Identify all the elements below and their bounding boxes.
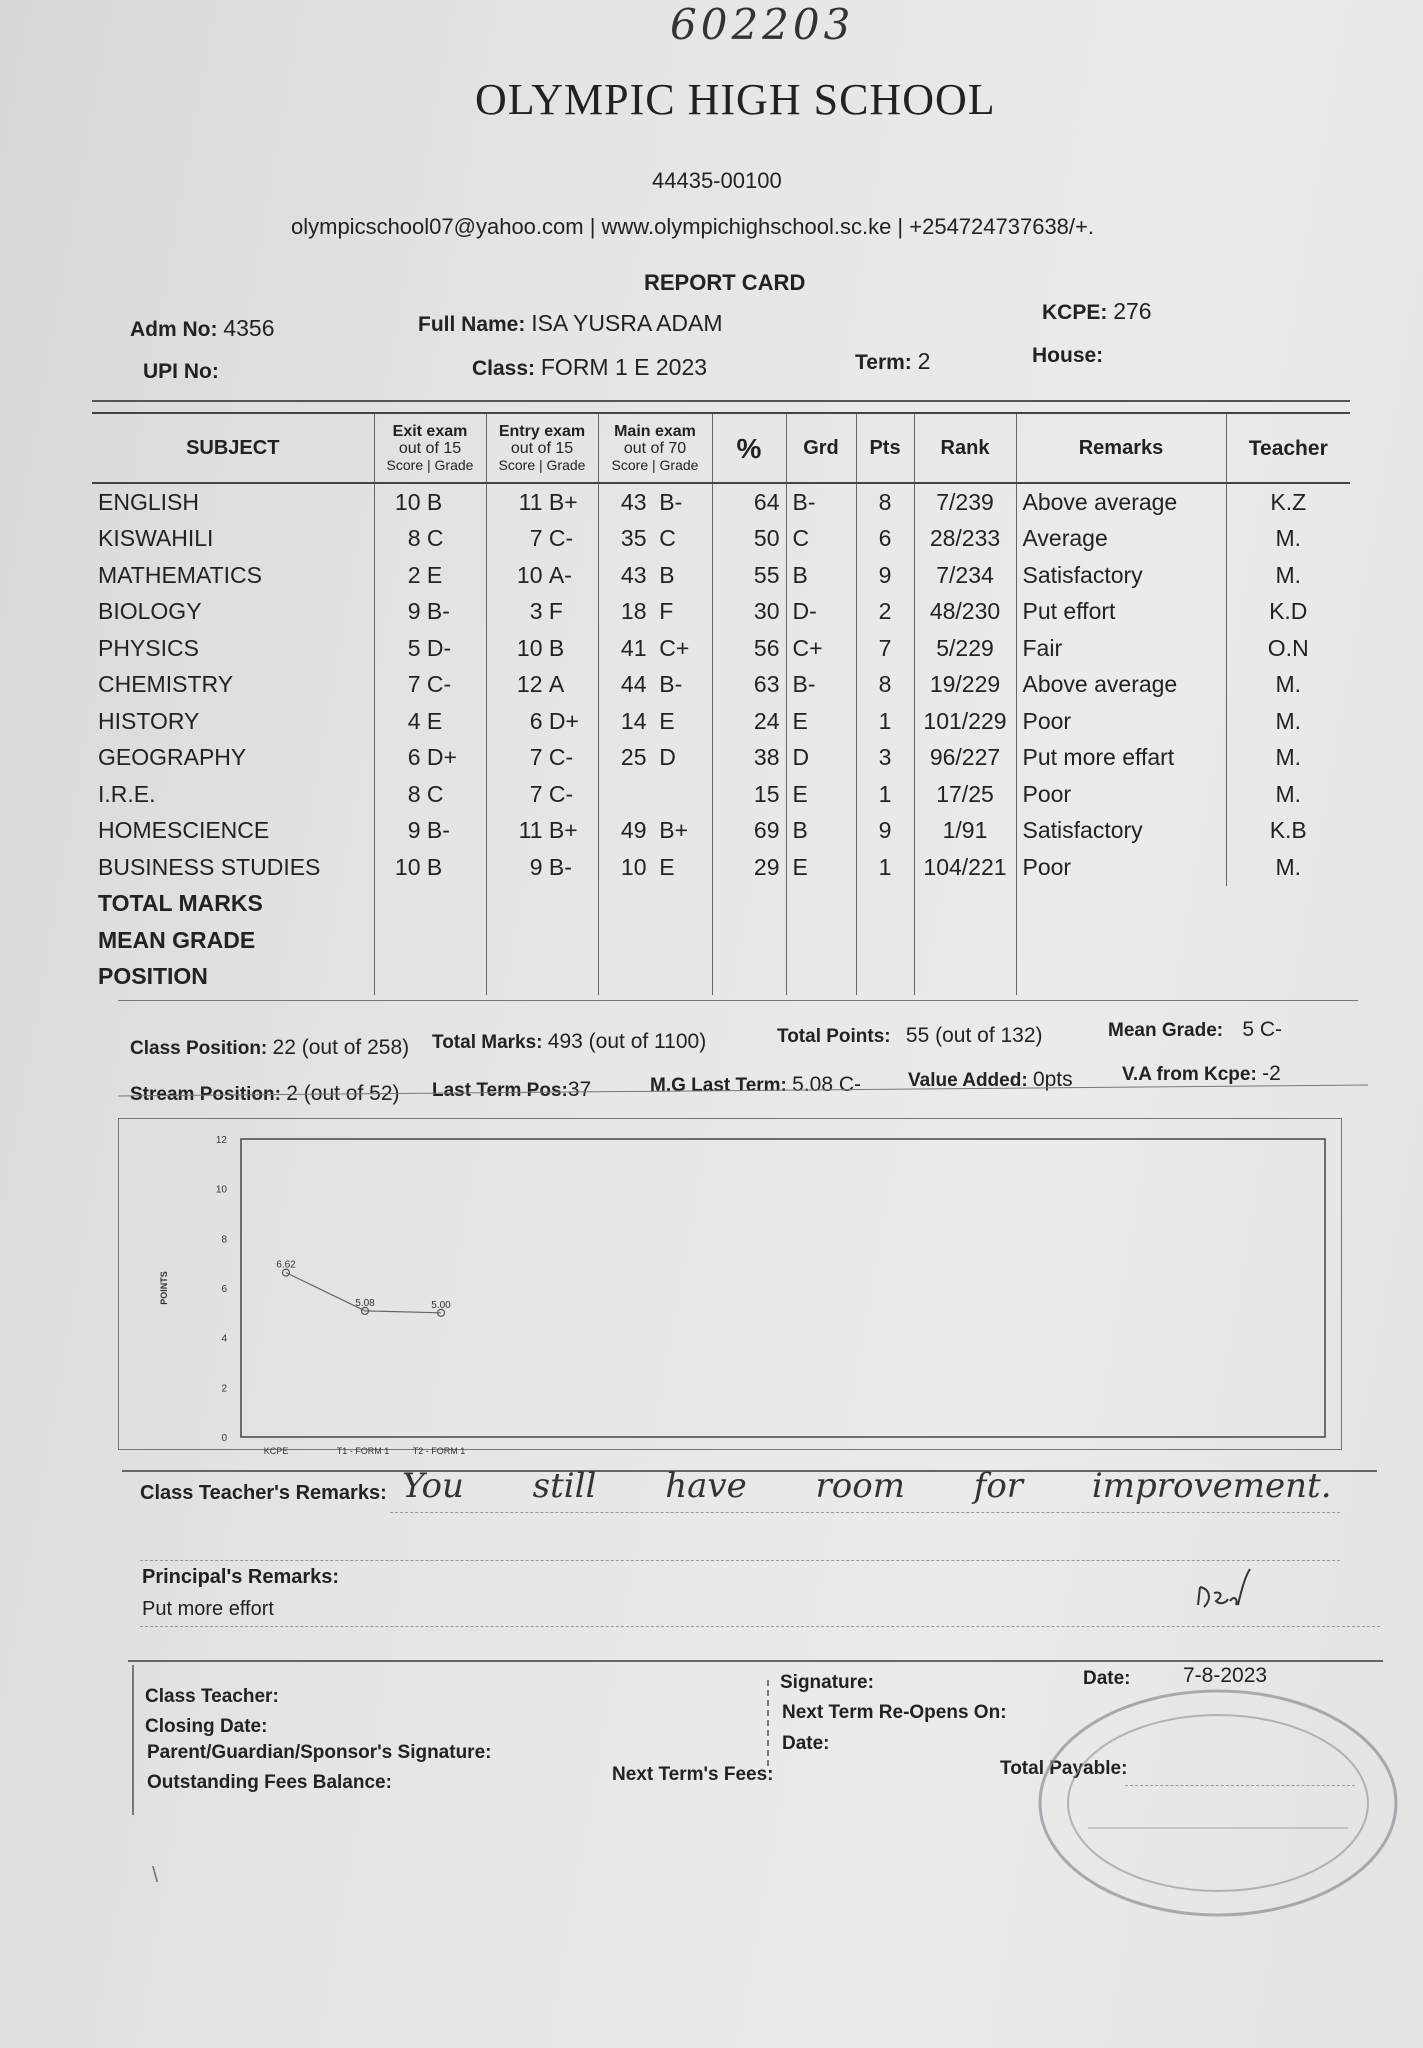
y-axis-label: POINTS — [159, 1271, 169, 1305]
mg-last-term: M.G Last Term: 5.08 C- — [650, 1073, 862, 1096]
value-added: Value Added: 0pts — [908, 1068, 1073, 1091]
table-row — [92, 521, 1350, 558]
totals-cell — [914, 886, 1016, 923]
rank-cell: 96/227 — [914, 740, 1016, 777]
entry-exam-cell: 6 D+ — [486, 703, 598, 740]
totals-cell — [374, 922, 486, 959]
kcpe: KCPE: 276 — [1042, 298, 1152, 324]
data-label: 5.08 — [355, 1297, 375, 1309]
y-tick-label: 2 — [221, 1383, 227, 1395]
grade-cell: C+ — [786, 630, 856, 667]
stream-position: Stream Position: 2 (out of 52) — [130, 1082, 400, 1105]
date-value: 7-8-2023 — [1183, 1664, 1268, 1687]
date2-label: Date: — [782, 1733, 830, 1754]
y-tick-label: 6 — [221, 1284, 227, 1295]
subject-cell: GEOGRAPHY — [92, 740, 374, 777]
percent-cell: 64 — [712, 483, 786, 521]
header-percent: % — [712, 413, 786, 483]
subject-cell: I.R.E. — [92, 776, 374, 813]
plot-area — [241, 1139, 1325, 1437]
teacher-cell: M. — [1275, 671, 1302, 698]
table-row — [92, 630, 1350, 667]
grade-cell: E — [786, 703, 856, 740]
main-exam-cell: 44 B- — [598, 667, 712, 704]
rank-cell: 1/91 — [914, 813, 1016, 850]
class-teacher-label: Class Teacher: — [145, 1686, 279, 1707]
header-teacher: Teacher — [1226, 413, 1350, 483]
header-entry-exam: Entry exam out of 15 Score | Grade — [486, 413, 598, 483]
exit-exam-cell: 8 C — [374, 776, 486, 813]
exit-exam-cell: 2 E — [374, 557, 486, 594]
header-points: Pts — [856, 413, 914, 483]
header-rank: Rank — [914, 413, 1016, 483]
table-row — [92, 813, 1350, 850]
x-tick-label: KCPE — [263, 1446, 289, 1456]
main-exam-cell: 49 B+ — [598, 813, 712, 850]
totals-cell — [374, 959, 486, 996]
table-row — [92, 703, 1350, 740]
next-term-fees-label: Next Term's Fees: — [612, 1764, 774, 1785]
totals-cell — [486, 886, 598, 923]
school-stamp — [1028, 1678, 1408, 1928]
teacher-cell: M. — [1275, 780, 1302, 807]
points-cell: 8 — [856, 483, 914, 521]
y-tick-label: 8 — [221, 1234, 227, 1246]
percent-cell: 56 — [712, 630, 786, 667]
exit-exam-cell: 6 D+ — [374, 740, 486, 777]
y-tick-label: 0 — [221, 1433, 227, 1444]
exit-exam-cell: 7 C- — [374, 667, 486, 704]
principal-remarks-label: Principal's Remarks: — [142, 1566, 340, 1588]
totals-cell — [598, 959, 712, 996]
report-card-title: REPORT CARD — [644, 270, 806, 295]
adm-no: Adm No: 4356 — [130, 315, 275, 341]
school-name: OLYMPIC HIGH SCHOOL — [475, 75, 996, 124]
header-remarks: Remarks — [1016, 413, 1226, 483]
grade-cell: B — [786, 813, 856, 850]
points-cell: 1 — [856, 849, 914, 886]
percent-cell: 24 — [712, 703, 786, 740]
term: Term: 2 — [855, 348, 931, 374]
y-tick-label: 10 — [215, 1184, 227, 1196]
points-chart-frame — [118, 1118, 1342, 1456]
class-position: Class Position: 22 (out of 258) — [130, 1036, 410, 1059]
totals-cell — [1016, 959, 1226, 996]
table-row — [92, 849, 1350, 886]
rank-cell: 5/229 — [914, 630, 1016, 667]
entry-exam-cell: 7 C- — [486, 521, 598, 558]
totals-cell — [1226, 922, 1350, 959]
grade-cell: D- — [786, 594, 856, 631]
remarks-line — [390, 1512, 1340, 1513]
points-chart — [119, 1119, 1341, 1456]
remarks-cell: Satisfactory — [1016, 813, 1226, 850]
exit-exam-cell: 4 E — [374, 703, 486, 740]
percent-cell: 15 — [712, 776, 786, 813]
subject-cell: HISTORY — [92, 703, 374, 740]
data-label: 5.00 — [431, 1299, 451, 1311]
main-exam-cell: 10 E — [598, 849, 712, 886]
remarks-cell: Fair — [1016, 630, 1226, 667]
entry-exam-cell: 11 B+ — [486, 483, 598, 521]
entry-exam-cell: 12 A — [486, 667, 598, 704]
subject-cell: BUSINESS STUDIES — [92, 849, 374, 886]
main-exam-cell: 25 D — [598, 740, 712, 777]
entry-exam-cell: 10 A- — [486, 557, 598, 594]
remarks-cell: Satisfactory — [1016, 557, 1226, 594]
points-cell: 9 — [856, 813, 914, 850]
subject-cell: PHYSICS — [92, 630, 374, 667]
teacher-cell: K.D — [1269, 598, 1308, 625]
entry-exam-cell: 3 F — [486, 594, 598, 631]
totals-cell — [856, 886, 914, 923]
percent-cell: 38 — [712, 740, 786, 777]
totals-row — [92, 886, 1350, 923]
va-from-kcpe: V.A from Kcpe: -2 — [1122, 1062, 1281, 1085]
totals-cell — [786, 959, 856, 996]
entry-exam-cell: 7 C- — [486, 776, 598, 813]
table-row — [92, 740, 1350, 777]
remarks-cell: Put effort — [1016, 594, 1226, 631]
totals-cell — [786, 922, 856, 959]
totals-label: MEAN GRADE — [92, 922, 374, 959]
percent-cell: 63 — [712, 667, 786, 704]
rank-cell: 17/25 — [914, 776, 1016, 813]
grade-cell: B — [786, 557, 856, 594]
grade-cell: C — [786, 521, 856, 558]
school-address: 44435-00100 — [652, 168, 782, 193]
totals-cell — [914, 922, 1016, 959]
grade-cell: D — [786, 740, 856, 777]
main-exam-cell: 14 E — [598, 703, 712, 740]
totals-cell — [856, 959, 914, 996]
table-row — [92, 483, 1350, 521]
points-cell: 7 — [856, 630, 914, 667]
teacher-cell: M. — [1275, 744, 1302, 771]
totals-cell — [914, 959, 1016, 996]
teacher-cell: O.N — [1267, 634, 1309, 661]
rank-cell: 7/239 — [914, 483, 1016, 521]
table-row — [92, 594, 1350, 631]
entry-exam-cell: 10 B — [486, 630, 598, 667]
reopens-label: Next Term Re-Opens On: — [782, 1702, 1007, 1723]
total-payable-label: Total Payable: — [1000, 1758, 1128, 1779]
totals-cell — [856, 922, 914, 959]
entry-exam-cell: 11 B+ — [486, 813, 598, 850]
remarks-cell: Put more effart — [1016, 740, 1226, 777]
remarks-cell: Above average — [1016, 483, 1226, 521]
main-exam-cell: 18 F — [598, 594, 712, 631]
points-cell: 6 — [856, 521, 914, 558]
percent-cell: 29 — [712, 849, 786, 886]
totals-cell — [486, 959, 598, 996]
entry-exam-cell: 7 C- — [486, 740, 598, 777]
points-cell: 1 — [856, 776, 914, 813]
teacher-cell: K.Z — [1270, 488, 1307, 515]
table-row — [92, 667, 1350, 704]
stray-mark: \ — [152, 1862, 159, 1887]
footer-left-rule — [132, 1665, 134, 1815]
points-cell: 8 — [856, 667, 914, 704]
teacher-cell: M. — [1275, 561, 1302, 588]
handwritten-serial: 602203 — [670, 0, 855, 49]
signature-label: Signature: — [780, 1672, 874, 1693]
subject-cell: HOMESCIENCE — [92, 813, 374, 850]
grade-cell: E — [786, 776, 856, 813]
subject-cell: ENGLISH — [92, 483, 374, 521]
totals-row — [92, 959, 1350, 996]
grade-cell: B- — [786, 483, 856, 521]
remarks-cell: Poor — [1016, 849, 1226, 886]
totals-cell — [712, 922, 786, 959]
remarks-cell: Poor — [1016, 776, 1226, 813]
percent-cell: 30 — [712, 594, 786, 631]
subject-cell: CHEMISTRY — [92, 667, 374, 704]
marks-table — [92, 412, 1350, 995]
footer-top-rule — [128, 1660, 1383, 1662]
totals-cell — [1016, 922, 1226, 959]
principal-signature — [1190, 1565, 1260, 1625]
percent-cell: 69 — [712, 813, 786, 850]
totals-cell — [712, 886, 786, 923]
points-cell: 1 — [856, 703, 914, 740]
rank-cell: 19/229 — [914, 667, 1016, 704]
summary-top-rule — [118, 1000, 1358, 1001]
totals-cell — [1226, 886, 1350, 923]
teacher-cell: M. — [1275, 707, 1302, 734]
points-cell: 9 — [856, 557, 914, 594]
total-marks: Total Marks: 493 (out of 1100) — [432, 1030, 707, 1053]
subject-cell: KISWAHILI — [92, 521, 374, 558]
exit-exam-cell: 10 B — [374, 483, 486, 521]
teacher-cell: K.B — [1269, 817, 1307, 844]
table-row — [92, 557, 1350, 594]
exit-exam-cell: 9 B- — [374, 813, 486, 850]
rank-cell: 28/233 — [914, 521, 1016, 558]
class: Class: FORM 1 E 2023 — [472, 354, 708, 380]
x-tick-label: T2 - FORM 1 — [412, 1446, 466, 1456]
remarks-cell: Average — [1016, 521, 1226, 558]
percent-cell: 55 — [712, 557, 786, 594]
totals-cell — [1226, 959, 1350, 996]
exit-exam-cell: 9 B- — [374, 594, 486, 631]
remarks-line-2 — [140, 1560, 1340, 1561]
last-term-position: Last Term Pos:37 — [432, 1078, 592, 1101]
principal-remarks: Put more effort — [142, 1598, 274, 1620]
totals-label: POSITION — [92, 959, 374, 996]
main-exam-cell: 43 B — [598, 557, 712, 594]
data-label: 6.62 — [276, 1259, 296, 1271]
totals-cell — [486, 922, 598, 959]
rank-cell: 101/229 — [914, 703, 1016, 740]
totals-cell — [712, 959, 786, 996]
main-exam-cell: 41 C+ — [598, 630, 712, 667]
points-cell: 3 — [856, 740, 914, 777]
remarks-cell: Above average — [1016, 667, 1226, 704]
mean-grade: Mean Grade: 5 C- — [1108, 1018, 1283, 1041]
exit-exam-cell: 8 C — [374, 521, 486, 558]
percent-cell: 50 — [712, 521, 786, 558]
subject-cell: MATHEMATICS — [92, 557, 374, 594]
main-exam-cell: 43 B- — [598, 483, 712, 521]
y-tick-label: 12 — [215, 1135, 227, 1146]
main-exam-cell — [598, 776, 712, 813]
date-label: Date: — [1083, 1668, 1131, 1689]
header-subject: SUBJECT — [92, 413, 374, 483]
main-exam-cell: 35 C — [598, 521, 712, 558]
remarks-cell: Poor — [1016, 703, 1226, 740]
y-tick-label: 4 — [221, 1333, 227, 1345]
class-teacher-remarks-label: Class Teacher's Remarks: — [140, 1482, 387, 1504]
header-divider — [92, 400, 1350, 402]
totals-label: TOTAL MARKS — [92, 886, 374, 923]
rank-cell: 104/221 — [914, 849, 1016, 886]
full-name: Full Name: ISA YUSRA ADAM — [418, 310, 723, 336]
rank-cell: 7/234 — [914, 557, 1016, 594]
closing-date-label: Closing Date: — [145, 1716, 268, 1737]
x-tick-label: T1 - FORM 1 — [336, 1446, 390, 1456]
school-contacts: olympicschool07@yahoo.com | www.olympichighschool.sc.ke | +254724737638/+. — [291, 214, 1094, 239]
totals-cell — [1016, 886, 1226, 923]
subject-cell: BIOLOGY — [92, 594, 374, 631]
table-row — [92, 776, 1350, 813]
grade-cell: E — [786, 849, 856, 886]
totals-cell — [598, 922, 712, 959]
grade-cell: B- — [786, 667, 856, 704]
exit-exam-cell: 5 D- — [374, 630, 486, 667]
remarks-line-3 — [140, 1626, 1380, 1627]
totals-row — [92, 922, 1350, 959]
entry-exam-cell: 9 B- — [486, 849, 598, 886]
teacher-cell: M. — [1275, 853, 1302, 880]
total-points: Total Points: 55 (out of 132) — [777, 1024, 1043, 1047]
header-grade: Grd — [786, 413, 856, 483]
parent-signature-label: Parent/Guardian/Sponsor's Signature: — [147, 1742, 492, 1763]
header-main-exam: Main exam out of 70 Score | Grade — [598, 413, 712, 483]
footer-divider — [767, 1680, 769, 1766]
fees-balance-label: Outstanding Fees Balance: — [147, 1772, 392, 1793]
totals-cell — [374, 886, 486, 923]
house: House: — [1032, 344, 1104, 367]
class-teacher-remarks: You still have room for improvement. — [402, 1466, 1332, 1506]
header-exit-exam: Exit exam out of 15 Score | Grade — [374, 413, 486, 483]
rank-cell: 48/230 — [914, 594, 1016, 631]
totals-cell — [598, 886, 712, 923]
points-cell: 2 — [856, 594, 914, 631]
exit-exam-cell: 10 B — [374, 849, 486, 886]
upi-no: UPI No: — [143, 360, 219, 383]
totals-cell — [786, 886, 856, 923]
teacher-cell: M. — [1275, 525, 1302, 552]
